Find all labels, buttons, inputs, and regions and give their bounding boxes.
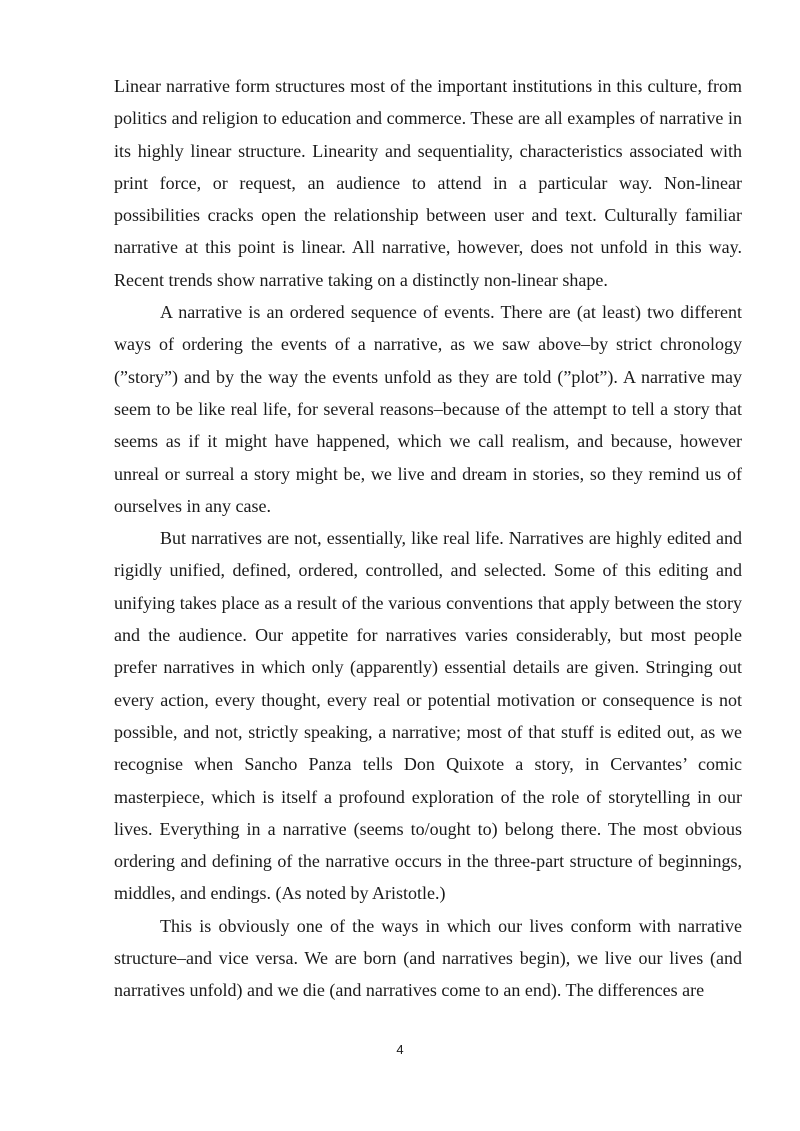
paragraph-4: This is obviously one of the ways in which our lives conform with narrative structure–and vice versa. We are born (and narratives begin), we live our lives (and narratives unfold) and we die (and narratives come to an end). The differences are [114,915,742,1001]
paragraph-1: Linear narrative form structures most of the important institutions in this culture, from politics and religion to education and commerce. These are all examples of narrative in its highly linear structure. Linearity and sequentiality, characteristics associated with print force, or request, an audience to attend in a particular way. Non-linear possibilities cracks open the relationship between user and text. Culturally familiar narrative at this point is linear. All narrative, however, does not unfold in this way. Recent trends show narrative taking on a distinctly non-linear shape. [114,76,742,290]
document-body [114,70,742,1007]
page-number: 4 [396,1042,404,1057]
paragraph-2: A narrative is an ordered sequence of events. There are (at least) two different ways of ordering the events of a narrative, as we saw above–by strict chronology (”story”) and by the way the events unfold as they are told (”plot”). A narrative may seem to be like real life, for several reasons–because of the attempt to tell a story that seems as if it might have happened, which we call realism, and because, however unreal or surreal a story might be, we live and dream in stories, so they remind us of ourselves in any case. [114,302,742,516]
paragraph-3: But narratives are not, essentially, like real life. Narratives are highly edited and rigidly unified, defined, ordered, controlled, and selected. Some of this editing and unifying takes place as a result of the various conventions that apply between the story and the audience. Our appetite for narratives varies considerably, but most people prefer narratives in which only (apparently) essential details are given. Stringing out every action, every thought, every real or potential motivation or consequence is not possible, and not, strictly speaking, a narrative; most of that stuff is edited out, as we recognise when Sancho Panza tells Don Quixote a story, in Cervantes’ comic masterpiece, which is itself a profound exploration of the role of storytelling in our lives. Everything in a narrative (seems to/ought to) belong there. The most obvious ordering and defining of the narrative occurs in the three-part structure of beginnings, middles, and endings. (As noted by Aristotle.) [114,528,742,904]
